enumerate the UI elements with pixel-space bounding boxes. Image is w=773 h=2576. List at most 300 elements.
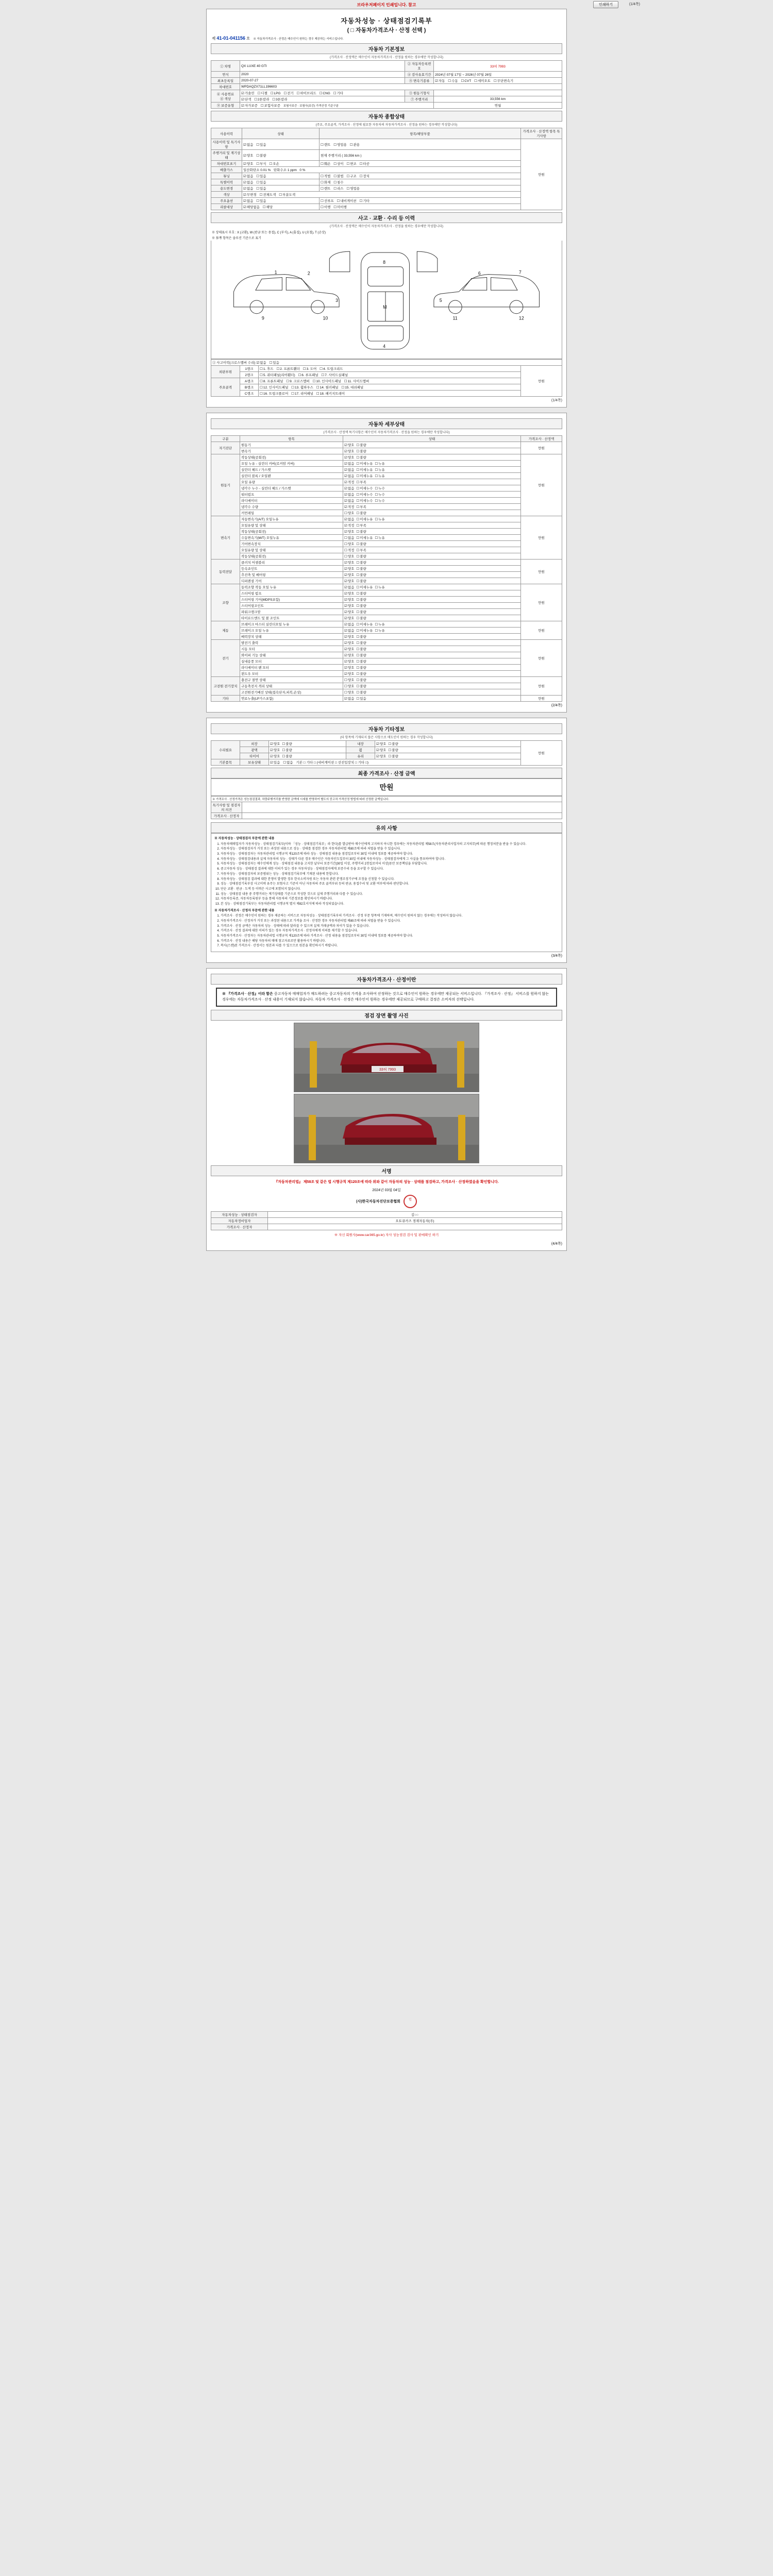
st-wp-leak[interactable]: ☐ 누수	[375, 492, 384, 497]
st-atr-good[interactable]: ☑ 양호	[344, 529, 354, 534]
st-bw-bad[interactable]: ☐ 불량	[356, 659, 366, 664]
st-sm-bad[interactable]: ☐ 불량	[356, 647, 366, 651]
st-bs-bad[interactable]: ☐ 불량	[356, 634, 366, 639]
col-detail-state: 상태	[343, 436, 521, 442]
st-ps-minor[interactable]: ☐ 미세누유	[356, 585, 373, 589]
st-oq-ok[interactable]: ☑ 적정	[344, 480, 354, 484]
ot-hd-no[interactable]: ☐ 없음	[283, 760, 293, 765]
st-ch-none[interactable]: ☑ 없음	[344, 486, 354, 490]
section-photos: 점검 장면 촬영 사진	[211, 1010, 562, 1021]
detail-state-engine-diag	[343, 442, 521, 448]
fuel-hybrid[interactable]: ☐ 하이브리드	[297, 91, 316, 95]
st-wp-none[interactable]: ☑ 없음	[344, 492, 354, 497]
ot-hd-yes[interactable]: ☑ 있음	[270, 760, 280, 765]
tuning-opts	[242, 173, 320, 179]
st-cq-ok[interactable]: ☑ 적정	[344, 504, 354, 509]
special-yes[interactable]: ☐ 있음	[256, 180, 266, 184]
st-ci-good[interactable]: ☐ 양호	[344, 677, 354, 682]
signature-date: 2024년 03월 04일	[372, 1189, 401, 1193]
option-navi[interactable]: ☐ 내비게이션	[337, 198, 356, 203]
st-wd-good[interactable]: ☑ 양호	[344, 671, 354, 676]
options-none[interactable]: ☑ 없음	[243, 198, 253, 203]
detail-state-alternator	[343, 640, 521, 646]
detail-group-brake: 제동	[211, 621, 240, 640]
row-color: 색상	[211, 192, 242, 198]
st-sj-bad[interactable]: ☐ 불량	[356, 603, 366, 608]
detail-item-wiper: 와이퍼 기능 상태	[240, 652, 343, 658]
special-flood[interactable]: ☐ 침수	[333, 180, 343, 184]
vin-mod[interactable]: ☐ 변조	[346, 161, 356, 166]
warranty-insurer[interactable]: ☐ 보험사보증	[261, 103, 280, 108]
caution-group1-title: ※ 자동차성능 · 상태점검자 부문에 관한 내용	[214, 837, 275, 840]
row-label-warranty: ⑨ 보증유형	[211, 103, 240, 109]
signature-company	[211, 1195, 562, 1208]
st-fl-none[interactable]: ☑ 없음	[344, 696, 354, 701]
st-wi-bad[interactable]: ☐ 불량	[356, 653, 366, 657]
opt-manual[interactable]: ☐ 수동	[448, 78, 458, 83]
st-bl-none[interactable]: ☑ 없음	[344, 473, 354, 478]
st-ms-none[interactable]: ☑ 없음	[344, 622, 354, 626]
st-cl-good[interactable]: ☑ 양호	[344, 560, 354, 565]
caution-box	[211, 833, 562, 952]
st-ato-ok[interactable]: ☑ 적정	[344, 523, 354, 528]
part-front-panel[interactable]: ☐ 8. 프론트패널	[260, 379, 283, 383]
ot-wh-good[interactable]: ☑ 양호	[376, 748, 386, 752]
st-bl-leak[interactable]: ☐ 누유	[375, 473, 384, 478]
doc-title: 자동차성능 · 상태점검기록부	[341, 17, 432, 25]
doc-number-suffix: 호	[246, 36, 250, 41]
other-item-holding: 보유상태	[240, 759, 269, 766]
fuel-other[interactable]: ☐ 기타	[333, 91, 343, 95]
signature-area	[211, 1176, 562, 1240]
sheet-page-2	[206, 413, 567, 713]
final-price-amount: 만원	[211, 778, 562, 796]
detail-item-starter: 시동 모터	[240, 646, 343, 652]
accident-history-row	[211, 360, 562, 366]
st-rd-none[interactable]: ☑ 없음	[344, 498, 354, 503]
opt-cvt[interactable]: ☐ CVT	[461, 79, 471, 83]
part-dash[interactable]: ☐ 15. 대쉬패널	[341, 385, 363, 389]
st-oq-low[interactable]: ☐ 부족	[356, 480, 366, 484]
detail-item-idle: 작동상태(공회전)	[240, 454, 343, 461]
part-pillar[interactable]: ☐ 14. 필러패널	[316, 385, 339, 389]
st-mt-leak[interactable]: ☐ 누유	[375, 535, 384, 540]
options-yes[interactable]: ☐ 있음	[256, 198, 266, 203]
grade-1-items	[259, 366, 521, 372]
detail-item-mt-oil: 오일유량 및 상태	[240, 547, 343, 553]
part-inside-panel-b[interactable]: ☐ 12. 인사이드패널	[260, 385, 288, 389]
st-ch-minor[interactable]: ☐ 미세누수	[356, 486, 373, 490]
color-single[interactable]: ☑ 단색	[241, 97, 251, 101]
st-bo-none[interactable]: ☑ 없음	[344, 628, 354, 633]
caution-g1-item: 6. 중고자동차 성능 · 상태점검 결과에 대한 이의가 있는 경우 자동차성능 · 상태점검자에게 보증수리 등을 요구할 수 있습니다.	[221, 867, 559, 872]
option-sunroof[interactable]: ☐ 선루프	[321, 198, 334, 203]
st-ms-minor[interactable]: ☐ 미세누유	[356, 622, 373, 626]
row-mileage: 주행거리 및 계기상태	[211, 150, 242, 161]
part-door[interactable]: ☐ 3. 도어	[303, 366, 317, 371]
opt-auto[interactable]: ☑ 자동	[435, 78, 445, 83]
st-hw-bad[interactable]: ☐ 불량	[356, 690, 366, 694]
st-sg-good[interactable]: ☑ 양호	[344, 597, 354, 602]
col-usehistory: 사용이력	[211, 128, 242, 139]
basic-info-table	[211, 60, 562, 109]
st-cv-good[interactable]: ☑ 양호	[344, 566, 354, 571]
st-ds-good[interactable]: ☑ 양호	[344, 572, 354, 577]
usehistory-sub	[320, 139, 521, 150]
other-item-interior: 내장	[346, 741, 375, 747]
ot-in-good[interactable]: ☑ 양호	[376, 741, 386, 746]
st-ato-low[interactable]: ☐ 부족	[356, 523, 366, 528]
color-partial[interactable]: ☐ 부분도색	[279, 192, 295, 197]
special-fire[interactable]: ☐ 화재	[321, 180, 330, 184]
st-idle-good[interactable]: ☑ 양호	[344, 455, 354, 460]
part-trunk[interactable]: ☐ 4. 트렁크리드	[320, 366, 343, 371]
st-rc-minor[interactable]: ☐ 미세누유	[356, 461, 373, 466]
st-rc-leak[interactable]: ☐ 누유	[375, 461, 384, 466]
value-plate: 33허 7993	[434, 61, 562, 72]
recall-notdone[interactable]: ☐ 미이행	[333, 205, 347, 209]
detail-item-brakeoil: 브레이크 오일 누유	[240, 628, 343, 634]
other-state-wheel	[375, 747, 521, 753]
st-pc-bad[interactable]: ☐ 불량	[356, 609, 366, 614]
caution-g1-item: 3. 자동차성능 · 상태점검자는 자동차관리법 시행규칙 제120조에 따라 성능 · 상태점검 내용을 점검일로부터 30일 이내에 정보를 제공하여야 합니다.	[221, 852, 559, 857]
recall-none[interactable]: ☑ 해당없음	[243, 205, 260, 209]
st-atr-bad[interactable]: ☐ 불량	[356, 529, 366, 534]
other-item-glass: 유리	[346, 753, 375, 759]
part-packagetray[interactable]: ☐ 18. 패키지트레이	[316, 391, 345, 396]
tuning-legal[interactable]: ☐ 적법	[321, 174, 330, 178]
st-cr-good[interactable]: ☐ 양호	[344, 511, 354, 515]
st-bw-good[interactable]: ☑ 양호	[344, 659, 354, 664]
st-cl-bad[interactable]: ☐ 불량	[356, 560, 366, 565]
st-at-leak[interactable]: ☐ 누유	[375, 517, 384, 521]
st-pc-good[interactable]: ☑ 양호	[344, 609, 354, 614]
usechange-sub	[320, 185, 521, 192]
caution-g2-item: 1. 가격조사 · 산정은 매수인이 원하는 경우 제공하는 서비스로 자동차성능 · 상태점검기록부의 가격조사 · 산정 부문 항목에 기재하며, 매수인이 원하지 않는 경우에는 작성하지 않습니다.	[221, 914, 559, 919]
st-al-good[interactable]: ☑ 양호	[344, 640, 354, 645]
row-label-transmission: ⑤ 변속기종류	[405, 78, 434, 84]
tuning-struct[interactable]: ☐ 구조	[346, 174, 356, 178]
tuning-device[interactable]: ☐ 장치	[360, 174, 369, 178]
color-three[interactable]: ☐ 3톤칼라	[272, 97, 287, 101]
accident-legend-label: ① 사고이력(크로스멤버 수리)	[212, 361, 256, 365]
detail-price-engine: 만원	[521, 454, 562, 516]
st-bi-good[interactable]: ☐ 양호	[344, 684, 354, 688]
st-ms-leak[interactable]: ☐ 누유	[375, 622, 384, 626]
price-note-value-2	[242, 802, 562, 813]
tuning-none[interactable]: ☑ 없음	[243, 174, 253, 178]
caution-g1-item: 13. 본 성능 · 상태점검기록부는 자동차관리법 시행규칙 별지 제82호서식에 따라 작성되었습니다.	[221, 902, 559, 907]
fuel-cng[interactable]: ☐ CNG	[320, 91, 330, 95]
part-sidesill[interactable]: ☐ 7. 사이드실패널	[321, 372, 348, 377]
price-note-label-3: 가격조사 · 산정자	[211, 813, 242, 819]
opt-etc[interactable]: ☐ 무단변속기	[494, 78, 513, 83]
top-bar	[0, 0, 773, 9]
part-inside-panel[interactable]: ☐ 10. 인사이드패널	[313, 379, 341, 383]
part-trunkfloor[interactable]: ☐ 16. 트렁크플로어	[260, 391, 288, 396]
st-gs-bad[interactable]: ☐ 불량	[356, 541, 366, 546]
detail-state-block	[343, 473, 521, 479]
recall-yes[interactable]: ☐ 해당	[263, 205, 273, 209]
st-gs-good[interactable]: ☐ 양호	[344, 541, 354, 546]
st-idle-bad[interactable]: ☐ 불량	[356, 455, 366, 460]
detail-state-brakeoil	[343, 628, 521, 634]
page-indicator: (1/4쪽)	[629, 3, 640, 6]
detail-state-mt-oil	[343, 547, 521, 553]
accident-none[interactable]: ☑ 없음	[256, 360, 266, 365]
st-rd-leak[interactable]: ☐ 누수	[375, 498, 384, 503]
vin-hole[interactable]: ☐ 타공	[360, 161, 369, 166]
detail-item-at-run: 작동상태(공회전)	[240, 529, 343, 535]
caution-g1-item: 11. 성능 · 상태점검 내용 중 주행거리는 계기상태를 기준으로 작성한 것으로 실제 주행거리와 다를 수 있습니다.	[221, 892, 559, 897]
ot-gl-bad[interactable]: ☐ 불량	[388, 754, 398, 758]
doc-number-line	[212, 36, 562, 41]
price-note-value-3	[242, 813, 562, 819]
caution-g1-item: 5. 자동차성능 · 상태점검자는 매수인에게 성능 · 상태점검 내용을 고지한 날부터 보증기간(30일 이상, 주행거리 2천킬로미터 이상)동안 보증책임을 부담합니다.	[221, 862, 559, 867]
col-detail-item: 항목	[240, 436, 343, 442]
other-info-table	[211, 740, 562, 766]
grade-c-items	[259, 391, 521, 397]
fuel-diesel[interactable]: ☐ 디젤	[257, 91, 267, 95]
st-ds-bad[interactable]: ☐ 불량	[356, 572, 366, 577]
use-rent[interactable]: ☐ 렌트	[321, 142, 330, 147]
other-price-cell: 만원	[521, 741, 562, 766]
browser-print-notice: 브라우저페이지 인쇄입니다. 참고	[357, 3, 416, 7]
detail-item-powercrank: 파워크랭크암	[240, 609, 343, 615]
part-crossmember[interactable]: ☐ 9. 크로스멤버	[286, 379, 309, 383]
st-df-bad[interactable]: ☐ 불량	[356, 579, 366, 583]
st-bi-bad[interactable]: ☐ 불량	[356, 684, 366, 688]
detail-item-blower: 실내송풍 모터	[240, 658, 343, 665]
option-etc[interactable]: ☐ 기타	[360, 198, 369, 203]
st-cq-low[interactable]: ☐ 부족	[356, 504, 366, 509]
st-ps-leak[interactable]: ☐ 누유	[375, 585, 384, 589]
st-wd-bad[interactable]: ☐ 불량	[356, 671, 366, 676]
ot-po-bad[interactable]: ☐ 불량	[282, 748, 292, 752]
use-none[interactable]: ☑ 없음	[243, 142, 253, 147]
value-transmission	[434, 78, 562, 84]
detail-state-powercrank	[343, 609, 521, 615]
tuning-yes[interactable]: ☐ 있음	[256, 174, 266, 178]
svg-text:5: 5	[439, 297, 442, 303]
section-signature: 서명	[211, 1165, 562, 1176]
st-bl-minor[interactable]: ☐ 미세누유	[356, 473, 373, 478]
detail-item-alternator: 발전기 출력	[240, 640, 343, 646]
col-state: 상태	[242, 128, 320, 139]
vin-diff[interactable]: ☐ 상이	[333, 161, 343, 166]
caution-group2-title: ※ 자동차가격조사 · 산정자 부문에 관한 내용	[214, 909, 275, 912]
fuel-gasoline[interactable]: ☑ 가솔린	[241, 91, 255, 95]
st-hd-minor[interactable]: ☐ 미세누유	[356, 467, 373, 472]
detail-item-rockercover: 오일 누유 - 실린더 커버(로커암 커버)	[240, 461, 343, 467]
ot-in-bad[interactable]: ☐ 불량	[388, 741, 398, 746]
section-accident: 사고 · 교환 · 수리 등 이력	[211, 212, 562, 223]
vin-dirty[interactable]: ☐ 오손	[269, 161, 279, 166]
seal-stamp: 인	[404, 1195, 417, 1208]
grade-1: 1랭크	[240, 366, 259, 372]
detail-item-waterpump: 워터펌프	[240, 492, 343, 498]
st-sp-bad[interactable]: ☐ 불량	[356, 591, 366, 596]
st-al-bad[interactable]: ☐ 불량	[356, 640, 366, 645]
vin-damage[interactable]: ☐ 훼손	[321, 161, 330, 166]
mile-bad[interactable]: ☐ 불량	[256, 153, 266, 158]
detail-state-driveshaft	[343, 572, 521, 578]
warranty-self[interactable]: ☑ 자가보증	[241, 103, 258, 108]
st-bo-minor[interactable]: ☐ 미세누유	[356, 628, 373, 633]
ot-gl-good[interactable]: ☑ 양호	[376, 754, 386, 758]
st-bad[interactable]: ☐ 불량	[356, 443, 366, 447]
accident-yes[interactable]: ☐ 있음	[270, 360, 279, 365]
value-color	[240, 96, 405, 103]
use-biz[interactable]: ☐ 영업용	[333, 142, 347, 147]
fuel-electric[interactable]: ☐ 전기	[283, 91, 293, 95]
st-rf-bad[interactable]: ☐ 불량	[356, 665, 366, 670]
ot-ex-good[interactable]: ☑ 양호	[270, 741, 280, 746]
st-rd-minor[interactable]: ☐ 미세누수	[356, 498, 373, 503]
st-sp-good[interactable]: ☑ 양호	[344, 591, 354, 596]
detail-price-brake: 만원	[521, 621, 562, 640]
color-full[interactable]: ☐ 전체도색	[259, 192, 276, 197]
emission-hc-label: 탄화수소	[273, 168, 287, 172]
st-sg-bad[interactable]: ☐ 불량	[356, 597, 366, 602]
value-mileage: 33,556 km	[434, 96, 562, 103]
detail-item-charge-insul: 충전구 절연 상태	[240, 677, 343, 683]
special-none[interactable]: ☑ 없음	[243, 180, 253, 184]
st-mtr-bad[interactable]: ☐ 불량	[356, 554, 366, 558]
recall-done[interactable]: ☐ 이행	[321, 205, 330, 209]
doc-number-prefix: 제	[212, 36, 216, 41]
color-nochange[interactable]: ☑ 무변경	[243, 192, 257, 197]
accident-note-2: ※ 参考 항목은 솔루션 기준으로 표기	[212, 237, 261, 240]
st-fl-yes[interactable]: ☐ 있음	[356, 696, 366, 701]
usechange-none[interactable]: ☑ 없음	[243, 186, 253, 191]
use-gov[interactable]: ☐ 관용	[350, 142, 360, 147]
ot-ti-good[interactable]: ☑ 양호	[270, 754, 280, 758]
other-state-exterior	[269, 741, 346, 747]
print-button[interactable]: 인쇄하기	[593, 1, 618, 8]
emission-smoke-value: 0 %	[299, 168, 306, 172]
st-tr-bad[interactable]: ☐ 불량	[356, 616, 366, 620]
ot-ti-bad[interactable]: ☐ 불량	[282, 754, 292, 758]
usechange-rent[interactable]: ☐ 렌트	[321, 186, 330, 191]
st-mto-low[interactable]: ☐ 부족	[356, 548, 366, 552]
vin-good[interactable]: ☑ 양호	[243, 161, 253, 166]
use-yes[interactable]: ☐ 있음	[256, 142, 266, 147]
detail-item-gearshift: 기어변속장치	[240, 541, 343, 547]
st-at-minor[interactable]: ☐ 미세누유	[356, 517, 373, 521]
st-ch-leak[interactable]: ☐ 누수	[375, 486, 384, 490]
row-tuning: 튜닝	[211, 173, 242, 179]
col-price: 가격조사 · 산정액 항목 특기사항	[521, 128, 562, 139]
detail-item-engine-diag: 원동기	[240, 442, 343, 448]
detail-item-coolant-head: 냉각수 누수 - 실린더 헤드 / 가스켓	[240, 485, 343, 492]
svg-text:8: 8	[383, 259, 386, 265]
caution-g1-item: 12. 자동차등록증, 자동차등록원부 등을 통해 자동차의 기본정보를 확인하시기 바랍니다.	[221, 897, 559, 902]
st-rf-good[interactable]: ☑ 양호	[344, 665, 354, 670]
row-label-plate: ② 자동차등록번호	[405, 61, 434, 72]
st-wp-minor[interactable]: ☐ 미세누수	[356, 492, 373, 497]
row-emission: 배출가스	[211, 167, 242, 173]
st-bad-2[interactable]: ☐ 불량	[356, 449, 366, 453]
value-inspection: 2024년 07월 17일 ~ 2026년 07월 26일	[434, 72, 562, 78]
tuning-illegal[interactable]: ☐ 불법	[333, 174, 343, 178]
st-mto-ok[interactable]: ☐ 적정	[344, 548, 354, 552]
vin-rust[interactable]: ☐ 부식	[256, 161, 266, 166]
part-roof[interactable]: ☐ 6. 루프패널	[298, 372, 318, 377]
st-bo-leak[interactable]: ☐ 누유	[375, 628, 384, 633]
st-cv-bad[interactable]: ☐ 불량	[356, 566, 366, 571]
caution-g1-item: 8. 자동차성능 · 상태점검 결과에 대한 분쟁이 발생한 경우 한국소비자원 또는 자동차 관련 분쟁조정기구에 조정을 신청할 수 있습니다.	[221, 877, 559, 882]
st-mt-none[interactable]: ☐ 없음	[344, 535, 354, 540]
detail-state-at-run	[343, 529, 521, 535]
part-quarter[interactable]: ☐ 5. 쿼터패널(리어휀더)	[260, 372, 295, 377]
part-wheelhouse[interactable]: ☐ 13. 휠하우스	[291, 385, 313, 389]
detail-item-at-oil: 오일유량 및 상태	[240, 522, 343, 529]
usechange-yes[interactable]: ☐ 있음	[256, 186, 266, 191]
st-hd-none[interactable]: ☑ 없음	[344, 467, 354, 472]
part-rearpanel[interactable]: ☐ 17. 리어패널	[291, 391, 313, 396]
st-good[interactable]: ☑ 양호	[344, 443, 354, 447]
st-hd-leak[interactable]: ☐ 누유	[375, 467, 384, 472]
detail-state-diff	[343, 578, 521, 584]
part-front-fender[interactable]: ☐ 2. 프론트휀더	[276, 366, 299, 371]
st-sm-good[interactable]: ☑ 양호	[344, 647, 354, 651]
st-sj-good[interactable]: ☑ 양호	[344, 603, 354, 608]
row-usechange: 용도변경	[211, 185, 242, 192]
sig-row-label-appraiser: 가격조사 · 산정자	[211, 1224, 268, 1230]
part-hood[interactable]: ☐ 1. 후드	[260, 366, 274, 371]
price-note-1: ※ 가격조사 · 산정가격은 성능점검결과, 차량주행거리를 반영한 금액에 시세를 반영하여 별도의 중고차 가격산정 방법에 따라 산정한 금액입니다.	[211, 796, 562, 802]
st-bs-good[interactable]: ☑ 양호	[344, 634, 354, 639]
ot-po-good[interactable]: ☑ 양호	[270, 748, 280, 752]
color-two[interactable]: ☐ 2톤칼라	[254, 97, 269, 101]
svg-text:1: 1	[274, 269, 277, 275]
caution-g1-item: 1. 자동차매매업자가 자동차성능 · 상태점검기록부(이하 「성능 · 상태점검기록부」라 한다)를 발급받아 매수인에게 고지하지 아니한 경우에는 자동차관리법 제58조(자동차관리사업자의 고지의무)에 따른 행정처분을 받을 수 있습니다.	[221, 842, 559, 847]
part-sidemember[interactable]: ☐ 11. 사이드멤버	[344, 379, 369, 383]
emission-co-value: 0.01 %	[260, 168, 271, 172]
st-tr-good[interactable]: ☑ 양호	[344, 616, 354, 620]
opt-semi[interactable]: ☐ 세미오토	[474, 78, 491, 83]
st-good-2[interactable]: ☑ 양호	[344, 449, 354, 453]
value-firstreg: 2020-07-27	[240, 78, 405, 84]
usechange-lease[interactable]: ☐ 리스	[333, 186, 343, 191]
st-at-none[interactable]: ☑ 없음	[344, 517, 354, 521]
row-label-carname: ① 차명	[211, 61, 240, 72]
detail-item-head: 실린더 헤드 / 가스켓	[240, 467, 343, 473]
st-wi-good[interactable]: ☑ 양호	[344, 653, 354, 657]
fuel-lpg[interactable]: ☐ LPG	[271, 91, 281, 95]
mile-good[interactable]: ☑ 양호	[243, 153, 253, 158]
detail-item-radfan: 라디에이터 팬 모터	[240, 665, 343, 671]
ot-wh-bad[interactable]: ☐ 불량	[388, 748, 398, 752]
st-mt-minor[interactable]: ☐ 미세누유	[356, 535, 373, 540]
st-hw-good[interactable]: ☐ 양호	[344, 690, 354, 694]
st-rc-none[interactable]: ☑ 없음	[344, 461, 354, 466]
st-mtr-good[interactable]: ☐ 양호	[344, 554, 354, 558]
section-basic-note: (가격조사 · 산정액은 매수인이 자동차가격조사 · 산정을 원하는 경우에만 작성합니다)	[329, 56, 444, 59]
st-ps-none[interactable]: ☑ 없음	[344, 585, 354, 589]
st-cr-bad[interactable]: ☐ 불량	[356, 511, 366, 515]
ot-ex-bad[interactable]: ☐ 불량	[282, 741, 292, 746]
st-ci-bad[interactable]: ☐ 불량	[356, 677, 366, 682]
detail-group-trans: 변속기	[211, 516, 240, 560]
usechange-biz[interactable]: ☐ 영업용	[346, 186, 360, 191]
caution-g2-item: 3. 가격조사 · 산정 금액은 자동차의 성능 · 상태에 따라 달라질 수 있으며 실제 거래금액과 차이가 있을 수 있습니다.	[221, 924, 559, 929]
caution-g2-item: 6. 가격조사 · 산정 내용은 해당 자동차의 매매 참고자료로만 활용하시기 바랍니다.	[221, 939, 559, 944]
detail-state-window	[343, 671, 521, 677]
st-df-good[interactable]: ☑ 양호	[344, 579, 354, 583]
overall-price-cell: 만원	[521, 139, 562, 210]
